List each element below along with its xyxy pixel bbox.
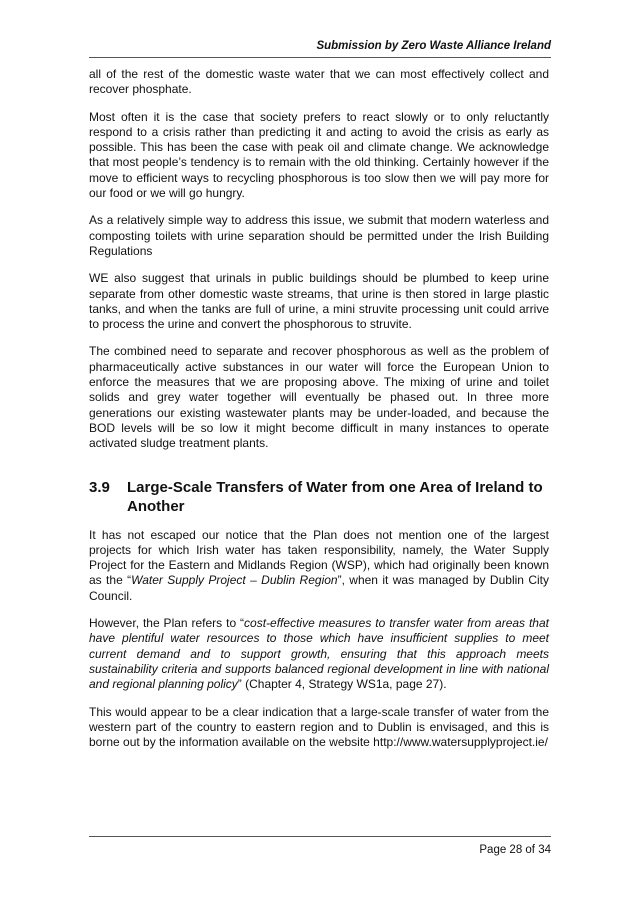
italic-quote: Water Supply Project – Dublin Region: [131, 573, 338, 588]
italic-quote: cost-effective measures to transfer water from areas that have plentiful water resources to those which have insufficient supplies to meet current demand and to support growth, ensuring that this approach meets sustainability criteria and supports balanced regional development in line with national and regional planning policy: [89, 616, 549, 692]
paragraph-text: It has not escaped our notice that the Plan does not mention one of the largest projects for which Irish water has taken responsibility, namely, the Water Supply Project for the Eastern and Midlands Region (WSP), which had originally been known as the “: [89, 527, 549, 588]
paragraph-text: However, the Plan refers to “: [89, 616, 245, 631]
paragraph: WE also suggest that urinals in public buildings should be plumbed to keep urine separate from other domestic waste streams, that urine is then stored in large plastic tanks, and when the tanks are full of urine, a mini struvite processing unit could arrive to process the urine and convert the phosphorous to struvite.: [89, 271, 549, 332]
running-header: Submission by Zero Waste Alliance Ireland: [89, 39, 551, 58]
paragraph: [89, 616, 549, 692]
paragraph: [89, 528, 549, 604]
page-number: Page 28 of 34: [479, 844, 551, 856]
paragraph-text: ”, when it was managed by Dublin City Council.: [89, 573, 549, 603]
paragraph: The combined need to separate and recover phosphorous as well as the problem of pharmaceutically active substances in our water will force the European Union to enforce the measures that we are proposing above. The mixing of urine and toilet solids and grey water together will eventually be phased out. In three more generations our existing wastewater plants may be under-loaded, and because the BOD levels will be so low it might become difficult in many instances to operate activated sludge treatment plants.: [89, 344, 549, 451]
section-heading: [89, 478, 549, 516]
paragraph: Most often it is the case that society prefers to react slowly or to only reluctantly respond to a crisis rather than predicting it and acting to avoid the crisis as early as possible. This has been the case with peak oil and climate change. We acknowledge that most people’s tendency is to remain with the old thinking. Certainly however if the move to efficient ways to recycling phosphorous is too slow then we will pay more for our food or we will go hungry.: [89, 109, 549, 201]
section-title: Large-Scale Transfers of Water from one Area of Ireland to Another: [127, 478, 543, 515]
paragraph: This would appear to be a clear indication that a large-scale transfer of water from the western part of the country to eastern region and to Dublin is envisaged, and this is borne out by the information available on the website http://www.watersupplyproject.ie/: [89, 704, 549, 750]
paragraph-text: ” (Chapter 4, Strategy WS1a, page 27).: [237, 677, 447, 692]
page-body: [89, 67, 549, 762]
section-number: 3.9: [89, 478, 110, 496]
paragraph: all of the rest of the domestic waste water that we can most effectively collect and recover phosphate.: [89, 67, 549, 97]
footer-divider: [89, 836, 551, 837]
paragraph: As a relatively simple way to address this issue, we submit that modern waterless and composting toilets with urine separation should be permitted under the Irish Building Regulations: [89, 213, 549, 258]
